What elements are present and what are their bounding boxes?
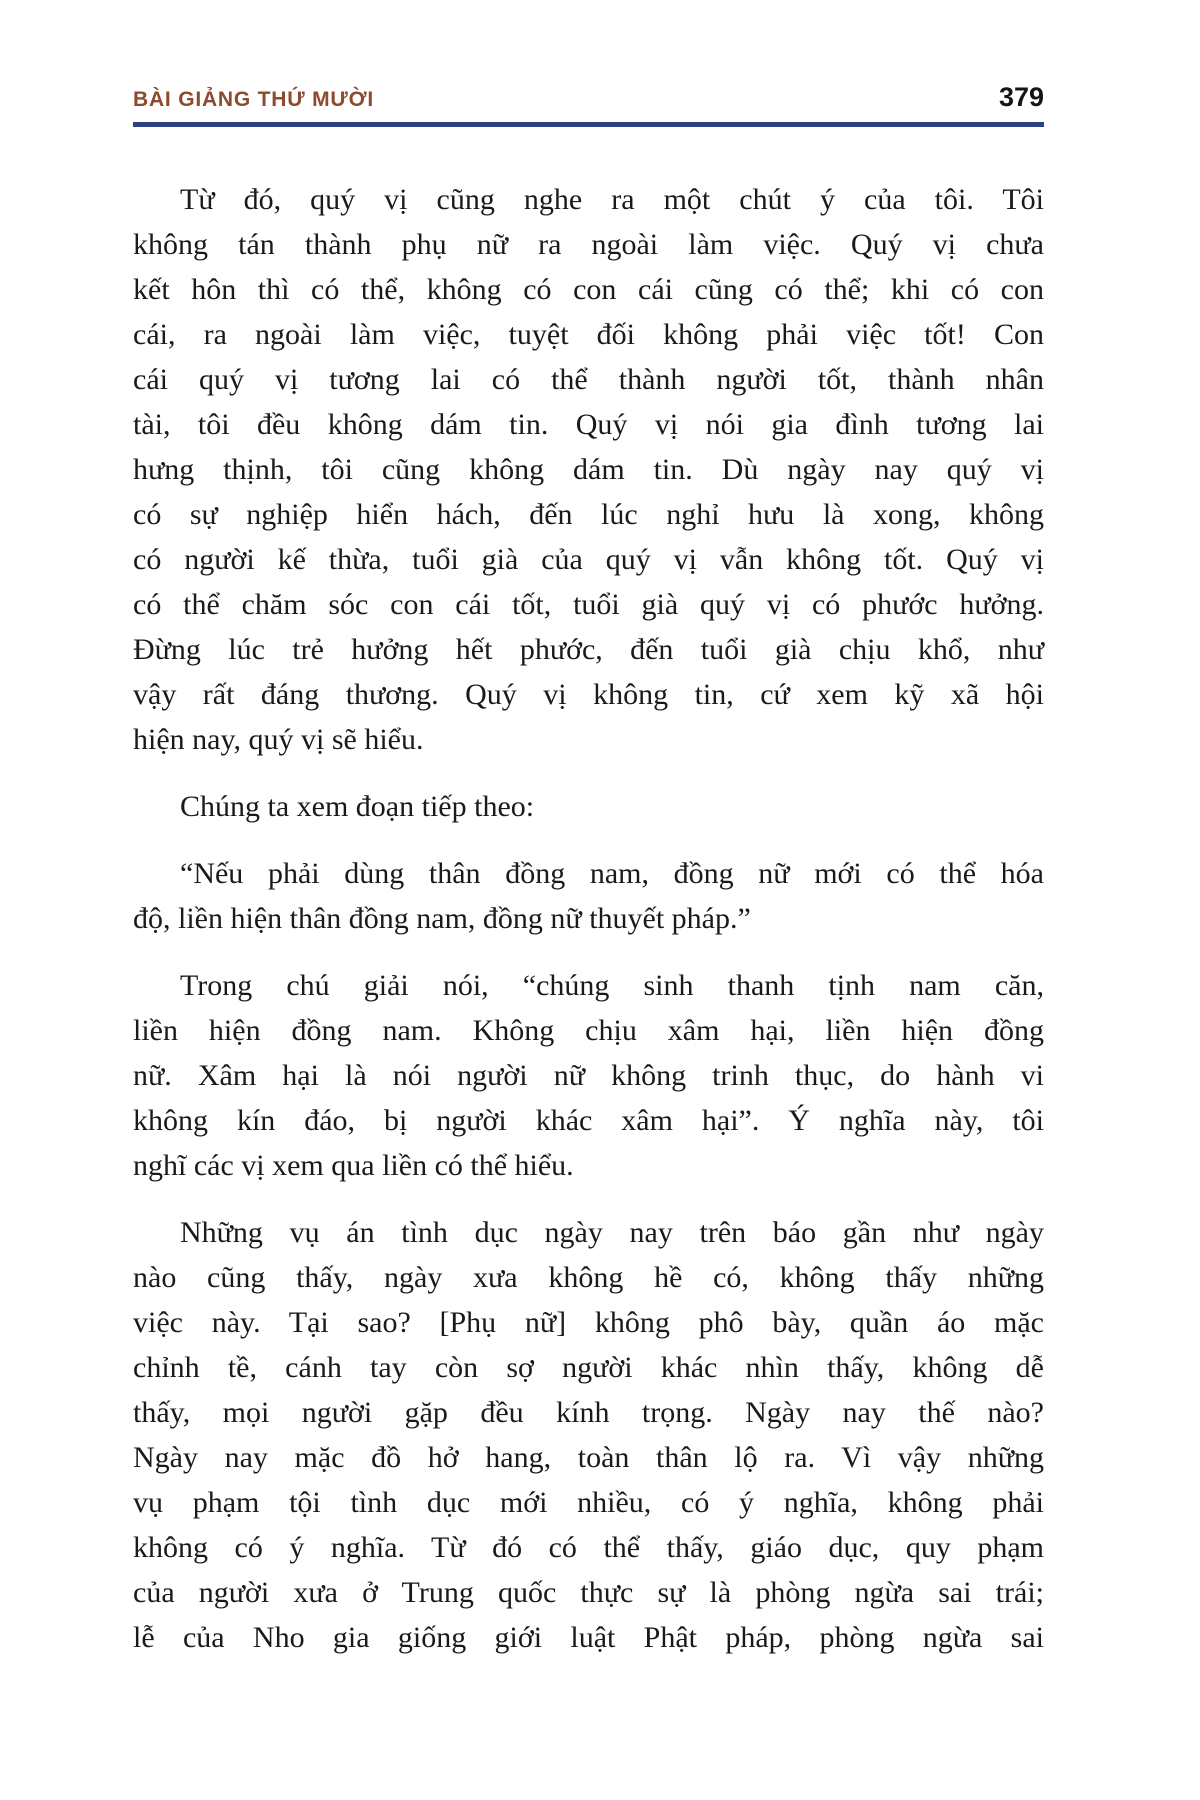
text-line: hiện nay, quý vị sẽ hiểu.: [133, 723, 424, 756]
text-line: thấy, mọi người gặp đều kính trọng. Ngày nay thế nào?: [133, 1396, 1044, 1429]
text-line: Ngày nay mặc đồ hở hang, toàn thân lộ ra. Vì vậy những: [133, 1441, 1044, 1474]
text-line: không kín đáo, bị người khác xâm hại”. Ý nghĩa này, tôi: [133, 1104, 1044, 1137]
text-line: cái, ra ngoài làm việc, tuyệt đối không phải việc tốt! Con: [133, 318, 1044, 351]
text-line: có người kế thừa, tuổi già của quý vị vẫn không tốt. Quý vị: [133, 543, 1044, 576]
paragraph: [133, 1210, 1044, 1660]
text-line: liền hiện đồng nam. Không chịu xâm hại, liền hiện đồng: [133, 1014, 1044, 1047]
text-line: chỉnh tề, cánh tay còn sợ người khác nhìn thấy, không dễ: [133, 1351, 1044, 1384]
text-line: độ, liền hiện thân đồng nam, đồng nữ thuyết pháp.”: [133, 902, 751, 935]
paragraph: [133, 963, 1044, 1188]
text-line: nghĩ các vị xem qua liền có thể hiểu.: [133, 1149, 574, 1182]
text-line: nào cũng thấy, ngày xưa không hề có, không thấy những: [133, 1261, 1044, 1294]
text-line: Từ đó, quý vị cũng nghe ra một chút ý của tôi. Tôi: [180, 183, 1044, 216]
chapter-header: [133, 82, 1044, 113]
paragraph: [133, 177, 1044, 762]
text-line: vậy rất đáng thương. Quý vị không tin, cứ xem kỹ xã hội: [133, 678, 1044, 711]
text-line: vụ phạm tội tình dục mới nhiều, có ý nghĩa, không phải: [133, 1486, 1044, 1519]
text-line: nữ. Xâm hại là nói người nữ không trinh thục, do hành vi: [133, 1059, 1044, 1092]
page-number: 379: [998, 82, 1044, 112]
text-line: “Nếu phải dùng thân đồng nam, đồng nữ mới có thể hóa: [180, 857, 1044, 890]
text-line: cái quý vị tương lai có thể thành người tốt, thành nhân: [133, 363, 1044, 396]
body-text: [133, 177, 1044, 1660]
text-line: tài, tôi đều không dám tin. Quý vị nói gia đình tương lai: [133, 408, 1044, 441]
paragraph: [133, 851, 1044, 941]
text-line: không có ý nghĩa. Từ đó có thể thấy, giáo dục, quy phạm: [133, 1531, 1044, 1564]
chapter-title: BÀI GIẢNG THỨ MƯỜI: [133, 88, 374, 111]
text-line: Những vụ án tình dục ngày nay trên báo gần như ngày: [180, 1216, 1044, 1249]
text-line: không tán thành phụ nữ ra ngoài làm việc. Quý vị chưa: [133, 228, 1044, 261]
text-line: có thể chăm sóc con cái tốt, tuổi già quý vị có phước hưởng.: [133, 588, 1044, 621]
text-line: có sự nghiệp hiển hách, đến lúc nghỉ hưu là xong, không: [133, 498, 1044, 531]
header-rule: [133, 122, 1044, 127]
text-line: Chúng ta xem đoạn tiếp theo:: [180, 790, 535, 823]
text-line: việc này. Tại sao? [Phụ nữ] không phô bày, quần áo mặc: [133, 1306, 1044, 1339]
paragraph: [133, 784, 1044, 829]
text-line: Trong chú giải nói, “chúng sinh thanh tịnh nam căn,: [180, 969, 1044, 1002]
text-line: Đừng lúc trẻ hưởng hết phước, đến tuổi già chịu khổ, như: [133, 633, 1044, 666]
text-line: lễ của Nho gia giống giới luật Phật pháp, phòng ngừa sai: [133, 1621, 1044, 1654]
text-line: của người xưa ở Trung quốc thực sự là phòng ngừa sai trái;: [133, 1576, 1044, 1609]
text-line: hưng thịnh, tôi cũng không dám tin. Dù ngày nay quý vị: [133, 453, 1044, 486]
text-line: kết hôn thì có thể, không có con cái cũng có thể; khi có con: [133, 273, 1044, 306]
